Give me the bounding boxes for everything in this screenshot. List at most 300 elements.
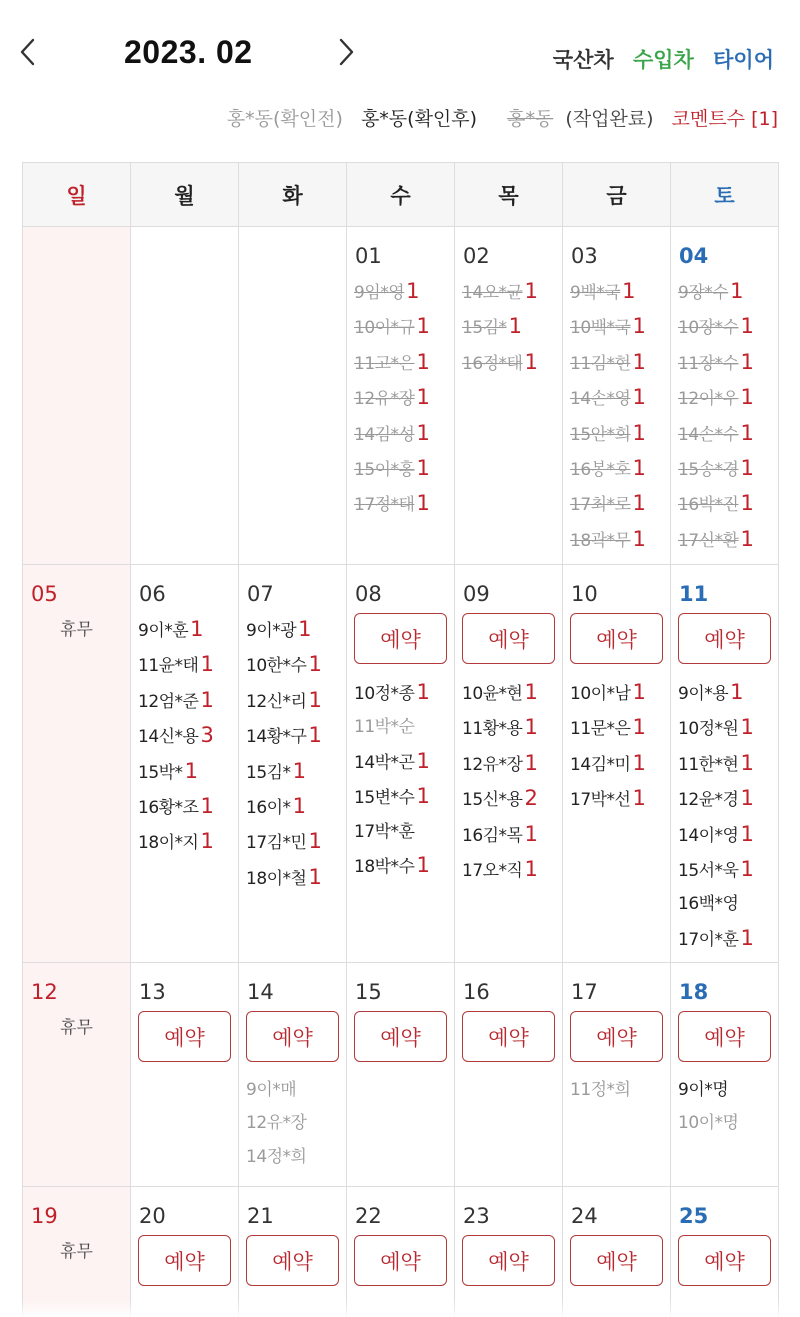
reservation-item[interactable] [246, 613, 346, 648]
reservation-item[interactable] [678, 417, 778, 452]
comment-count: 1 [292, 794, 306, 819]
legend-done-tail: (작업완료) [565, 108, 654, 130]
day-number: 07 [247, 582, 274, 606]
week-row [23, 227, 779, 565]
comment-count: 1 [730, 279, 744, 303]
reserve-button[interactable]: 예약 [354, 1011, 447, 1062]
category-domestic[interactable]: 국산차 [552, 48, 614, 72]
reservation-item[interactable] [462, 818, 562, 853]
reservation-item[interactable] [678, 523, 778, 558]
comment-count: 1 [308, 687, 322, 712]
weekday-fri: 금 [563, 163, 671, 227]
reservation-name: 17이*훈 [678, 929, 739, 950]
reservation-item[interactable] [462, 275, 562, 310]
reservation-name: 10백*국 [570, 318, 631, 339]
reservation-name: 15안*희 [570, 424, 631, 445]
reservation-item[interactable] [570, 310, 670, 345]
day-number: 08 [355, 582, 382, 606]
reservation-name: 17김*민 [246, 833, 307, 854]
comment-count: 1 [632, 349, 646, 374]
comment-count: 1 [740, 385, 754, 410]
day-number: 13 [139, 980, 166, 1004]
week-row [23, 565, 779, 963]
day-cell [347, 227, 455, 565]
reservation-item[interactable] [462, 711, 562, 746]
reservation-name: 17정*태 [354, 495, 415, 516]
reservation-name: 14신*용 [138, 727, 199, 748]
reservation-item[interactable] [354, 487, 454, 522]
reservation-list [563, 275, 670, 558]
reservation-item[interactable] [354, 275, 454, 310]
comment-count: 1 [730, 680, 744, 704]
reservation-item[interactable] [354, 745, 454, 780]
day-number: 16 [463, 980, 490, 1004]
reservation-name: 17박*선 [570, 790, 631, 811]
weekday-tue: 화 [239, 163, 347, 227]
day-number: 06 [139, 582, 166, 606]
reservation-item[interactable] [462, 346, 562, 381]
day-cell [671, 565, 779, 963]
reservation-name: 9백*국 [570, 283, 621, 303]
comment-count: 1 [740, 456, 754, 481]
day-number: 10 [571, 582, 598, 606]
comment-count: 1 [740, 349, 754, 374]
reservation-item[interactable] [678, 676, 778, 711]
reservation-name: 15변*수 [354, 788, 415, 809]
reservation-item[interactable] [678, 310, 778, 345]
weekday-header-row [23, 163, 779, 227]
reservation-name: 12윤*경 [678, 790, 739, 811]
day-number: 14 [247, 980, 274, 1004]
reservation-item[interactable] [570, 711, 670, 746]
scroll-fade [0, 1300, 800, 1317]
reservation-name: 11정*희 [570, 1080, 631, 1100]
comment-count: 1 [740, 857, 754, 882]
day-number: 25 [679, 1204, 709, 1228]
comment-count: 1 [308, 864, 322, 889]
day-cell [239, 1187, 347, 1317]
day-cell [23, 227, 131, 565]
reservation-name: 10장*수 [678, 318, 739, 339]
reservation-item[interactable] [354, 711, 454, 744]
day-cell [563, 1187, 671, 1317]
reservation-name: 12신*리 [246, 691, 307, 712]
reservation-name: 9이*매 [246, 1080, 297, 1100]
reservation-item[interactable] [138, 613, 238, 648]
comment-count: 1 [740, 420, 754, 445]
reservation-item[interactable] [678, 1074, 778, 1107]
comment-count: 1 [632, 314, 646, 339]
reservation-name: 10윤*현 [462, 684, 523, 704]
day-cell [671, 963, 779, 1187]
reservation-name: 12유*장 [246, 1113, 307, 1134]
reservation-item[interactable] [678, 711, 778, 746]
reserve-button[interactable]: 예약 [354, 613, 447, 664]
day-cell [131, 1187, 239, 1317]
reservation-item[interactable] [462, 747, 562, 782]
comment-count: 1 [416, 748, 430, 773]
comment-count: 1 [524, 680, 538, 704]
reservation-item[interactable] [138, 790, 238, 825]
reserve-button[interactable]: 예약 [462, 1011, 555, 1062]
reservation-item[interactable] [354, 417, 454, 452]
reservation-name: 14황*구 [246, 727, 307, 748]
day-number: 19 [31, 1204, 58, 1228]
reservation-item[interactable] [678, 381, 778, 416]
week-row [23, 963, 779, 1187]
reservation-name: 14손*수 [678, 424, 739, 445]
reservation-item[interactable] [570, 782, 670, 817]
legend-done-name: 홍*동 [507, 108, 554, 130]
day-cell [455, 565, 563, 963]
comment-count: 1 [740, 491, 754, 516]
reservation-name: 16김*목 [462, 825, 523, 846]
legend-before-confirm: 홍*동(확인전) [226, 108, 343, 130]
reservation-item[interactable] [354, 780, 454, 815]
reserve-button[interactable]: 예약 [570, 1011, 663, 1062]
day-number: 21 [247, 1204, 274, 1228]
comment-count: 1 [632, 420, 646, 445]
reserve-button[interactable]: 예약 [462, 613, 555, 664]
reservation-item[interactable] [570, 452, 670, 487]
comment-count: 1 [508, 314, 522, 339]
reservation-item[interactable] [138, 755, 238, 790]
reservation-item[interactable] [570, 275, 670, 310]
day-cell [347, 565, 455, 963]
reserve-button[interactable]: 예약 [246, 1235, 339, 1286]
day-number: 22 [355, 1204, 382, 1228]
comment-count: 1 [292, 758, 306, 783]
next-month-button[interactable] [332, 30, 362, 74]
reservation-name: 14이*영 [678, 825, 739, 846]
reservation-name: 15송*경 [678, 460, 739, 481]
day-number: 15 [355, 980, 382, 1004]
comment-count: 1 [308, 829, 322, 854]
reservation-name: 11윤*태 [138, 656, 199, 677]
reservation-item[interactable] [678, 922, 778, 957]
category-imported[interactable]: 수입차 [632, 48, 694, 72]
comment-count: 1 [632, 680, 646, 704]
comment-count: 1 [524, 715, 538, 740]
comment-count: 1 [308, 652, 322, 677]
reservation-name: 17박*훈 [354, 821, 415, 842]
reservation-item[interactable] [246, 1107, 346, 1140]
reservation-name: 15이*홍 [354, 460, 415, 481]
status-legend [215, 104, 778, 131]
day-number: 17 [571, 980, 598, 1004]
reservation-name: 12엄*준 [138, 691, 199, 712]
weekday-sat: 토 [671, 163, 779, 227]
comment-count: 1 [416, 784, 430, 809]
chevron-right-icon [338, 37, 356, 67]
reservation-name: 10이*규 [354, 318, 415, 339]
reservation-name: 16봉*호 [570, 460, 631, 481]
reservation-item[interactable] [138, 825, 238, 860]
day-number: 11 [679, 582, 709, 606]
reservation-item[interactable] [678, 853, 778, 888]
reservation-name: 9이*용 [678, 684, 729, 704]
comment-count: 1 [308, 723, 322, 748]
comment-count: 2 [524, 786, 538, 811]
reservation-item[interactable] [246, 755, 346, 790]
legend-after-confirm: 홍*동(확인후) [360, 108, 478, 130]
day-cell [455, 963, 563, 1187]
comment-count: 1 [740, 786, 754, 811]
day-number: 03 [571, 244, 598, 268]
reservation-item[interactable] [354, 816, 454, 849]
reservation-name: 16황*조 [138, 798, 199, 819]
reservation-list [131, 613, 238, 861]
reservation-item[interactable] [354, 346, 454, 381]
comment-count: 1 [740, 821, 754, 846]
reservation-name: 9이*광 [246, 621, 297, 641]
reservation-name: 11장*수 [678, 353, 739, 374]
reservation-name: 14박*곤 [354, 752, 415, 773]
reservation-item[interactable] [678, 782, 778, 817]
reservation-name: 9이*훈 [138, 621, 189, 641]
reservation-name: 16백*영 [678, 894, 739, 915]
comment-count: 1 [190, 617, 204, 641]
reservation-list [455, 275, 562, 381]
reserve-button[interactable]: 예약 [678, 1011, 771, 1062]
reservation-name: 15박* [138, 762, 183, 783]
day-number: 24 [571, 1204, 598, 1228]
weekday-mon: 월 [131, 163, 239, 227]
month-title: 2023. 02 [124, 34, 253, 70]
reserve-button[interactable]: 예약 [570, 1235, 663, 1286]
reservation-item[interactable] [570, 523, 670, 558]
category-tire[interactable]: 타이어 [713, 48, 774, 72]
reservation-name: 11황*용 [462, 719, 523, 740]
holiday-label: 휴무 [60, 1242, 93, 1262]
reservation-item[interactable] [570, 1074, 670, 1107]
comment-count: 1 [740, 925, 754, 950]
reservation-item[interactable] [246, 1141, 346, 1174]
reservation-item[interactable] [246, 825, 346, 860]
reservation-list [239, 1074, 346, 1174]
reservation-name: 11고*은 [354, 353, 415, 374]
day-cell [239, 963, 347, 1187]
comment-count: 1 [632, 715, 646, 740]
day-cell [23, 1187, 131, 1317]
reservation-list [347, 676, 454, 884]
calendar-header [0, 0, 800, 160]
comment-count: 1 [632, 456, 646, 481]
reservation-name: 10정*종 [354, 684, 415, 704]
day-cell [239, 565, 347, 963]
reservation-name: 15서*욱 [678, 861, 739, 882]
reservation-list [671, 676, 778, 957]
reservation-list [563, 1074, 670, 1107]
reservation-item[interactable] [462, 676, 562, 711]
reservation-list [671, 275, 778, 558]
reservation-name: 16이* [246, 798, 291, 819]
reservation-item[interactable] [246, 1074, 346, 1107]
weekday-sun: 일 [23, 163, 131, 227]
reservation-item[interactable] [570, 346, 670, 381]
weekday-thu: 목 [455, 163, 563, 227]
comment-count: 1 [524, 349, 538, 374]
day-cell [347, 963, 455, 1187]
comment-count: 1 [524, 279, 538, 303]
category-filter [541, 44, 774, 74]
day-cell [455, 227, 563, 565]
reservation-item[interactable] [678, 888, 778, 921]
reservation-item[interactable] [678, 452, 778, 487]
day-number: 23 [463, 1204, 490, 1228]
reservation-list [563, 676, 670, 818]
day-number: 18 [679, 980, 709, 1004]
comment-count: 1 [524, 821, 538, 846]
reserve-button[interactable]: 예약 [462, 1235, 555, 1286]
calendar-grid [22, 162, 779, 1317]
comment-count: 1 [632, 786, 646, 811]
reservation-item[interactable] [354, 310, 454, 345]
reservation-item[interactable] [570, 381, 670, 416]
comment-count: 1 [632, 750, 646, 775]
calendar-body [23, 227, 779, 1317]
comment-count: 1 [740, 715, 754, 740]
reservation-item[interactable] [354, 849, 454, 884]
reservation-name: 17오*직 [462, 861, 523, 882]
comment-count: 1 [416, 456, 430, 481]
reservation-name: 16정*태 [462, 353, 523, 374]
reservation-name: 17신*환 [678, 530, 739, 551]
comment-count: 1 [200, 687, 214, 712]
day-number: 04 [679, 244, 709, 268]
reservation-item[interactable] [246, 648, 346, 683]
reservation-item[interactable] [138, 648, 238, 683]
day-cell [671, 1187, 779, 1317]
reservation-name: 9이*명 [678, 1080, 729, 1100]
reservation-item[interactable] [678, 346, 778, 381]
reservation-name: 11한*현 [678, 754, 739, 775]
reservation-item[interactable] [246, 790, 346, 825]
reserve-button[interactable]: 예약 [354, 1235, 447, 1286]
comment-count: 1 [406, 279, 420, 303]
reservation-name: 14정*희 [246, 1146, 307, 1167]
holiday-label: 휴무 [60, 620, 93, 640]
reservation-item[interactable] [354, 381, 454, 416]
reserve-button[interactable]: 예약 [678, 1235, 771, 1286]
reservation-name: 18곽*무 [570, 530, 631, 551]
reservation-list [239, 613, 346, 896]
reservation-name: 11김*현 [570, 353, 631, 374]
comment-count: 1 [416, 349, 430, 374]
reservation-list [455, 676, 562, 888]
reservation-name: 15신*용 [462, 790, 523, 811]
comment-count: 1 [632, 526, 646, 551]
day-cell [239, 227, 347, 565]
legend-work-done [495, 108, 653, 130]
reservation-item[interactable] [462, 782, 562, 817]
reservation-item[interactable] [570, 487, 670, 522]
reservation-item[interactable] [462, 310, 562, 345]
reservation-item[interactable] [354, 452, 454, 487]
day-cell [131, 565, 239, 963]
comment-count: 1 [622, 279, 636, 303]
comment-count: 1 [632, 385, 646, 410]
reservation-item[interactable] [354, 676, 454, 711]
reservation-name: 16박*진 [678, 495, 739, 516]
reservation-item[interactable] [246, 684, 346, 719]
day-number: 02 [463, 244, 490, 268]
comment-count: 1 [632, 491, 646, 516]
reservation-item[interactable] [138, 719, 238, 754]
comment-count: 1 [416, 680, 430, 704]
reservation-name: 14김*미 [570, 754, 631, 775]
reservation-name: 11문*은 [570, 719, 631, 740]
comment-count: 1 [740, 526, 754, 551]
reservation-item[interactable] [678, 747, 778, 782]
comment-count: 1 [740, 750, 754, 775]
reservation-name: 10이*남 [570, 684, 631, 704]
weekday-wed: 수 [347, 163, 455, 227]
comment-count: 1 [200, 652, 214, 677]
reservation-list [347, 275, 454, 523]
reservation-name: 17최*로 [570, 495, 631, 516]
reservation-name: 14오*균 [462, 283, 523, 303]
day-cell [23, 565, 131, 963]
prev-month-button[interactable] [12, 30, 42, 74]
reservation-item[interactable] [138, 684, 238, 719]
reservation-name: 14손*영 [570, 389, 631, 410]
comment-count: 1 [416, 491, 430, 516]
reserve-button[interactable]: 예약 [246, 1011, 339, 1062]
day-number: 01 [355, 244, 382, 268]
day-cell [131, 963, 239, 1187]
comment-count: 1 [200, 829, 214, 854]
reservation-item[interactable] [462, 853, 562, 888]
reservation-name: 9임*영 [354, 283, 405, 303]
reservation-name: 18이*철 [246, 868, 307, 889]
reservation-item[interactable] [678, 487, 778, 522]
day-cell [563, 227, 671, 565]
reservation-name: 18박*수 [354, 857, 415, 878]
comment-count: 1 [416, 314, 430, 339]
day-cell [563, 963, 671, 1187]
reservation-name: 12유*장 [462, 754, 523, 775]
reserve-button[interactable]: 예약 [138, 1011, 231, 1062]
reservation-item[interactable] [246, 861, 346, 896]
reservation-name: 18이*지 [138, 833, 199, 854]
reservation-item[interactable] [678, 275, 778, 310]
reservation-item[interactable] [570, 747, 670, 782]
comment-count: 1 [416, 853, 430, 878]
comment-count: 1 [416, 385, 430, 410]
holiday-label: 휴무 [60, 1018, 93, 1038]
comment-count: 1 [298, 617, 312, 641]
comment-count: 1 [524, 750, 538, 775]
comment-count: 1 [524, 857, 538, 882]
reserve-button[interactable]: 예약 [570, 613, 663, 664]
day-cell [671, 227, 779, 565]
reservation-name: 12이*우 [678, 389, 739, 410]
day-cell [347, 1187, 455, 1317]
reservation-item[interactable] [570, 676, 670, 711]
reserve-button[interactable]: 예약 [138, 1235, 231, 1286]
comment-count: 3 [200, 723, 214, 748]
day-number: 20 [139, 1204, 166, 1228]
reservation-item[interactable] [678, 1107, 778, 1140]
reserve-button[interactable]: 예약 [678, 613, 771, 664]
comment-count: 1 [200, 794, 214, 819]
reservation-item[interactable] [246, 719, 346, 754]
reservation-item[interactable] [570, 417, 670, 452]
legend-comment-count: 코멘트수 [1] [671, 108, 778, 130]
reservation-item[interactable] [678, 818, 778, 853]
chevron-left-icon [18, 37, 36, 67]
